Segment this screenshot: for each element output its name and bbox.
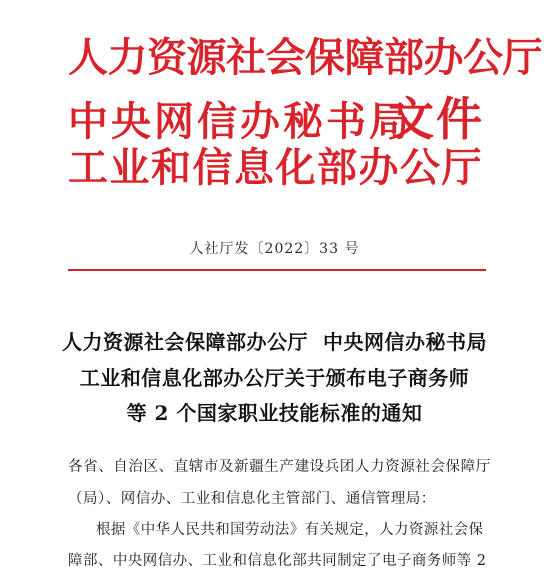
notice-title-line-3: 等 2 个国家职业技能标准的通知	[126, 401, 423, 425]
document-header	[0, 0, 549, 210]
addressee-line-2: （局）、网信办、工业和信息化主管部门、通信管理局：	[68, 491, 436, 507]
body-paragraph-line-1: 根据《中华人民共和国劳动法》有关规定，人力资源社会保	[96, 522, 484, 538]
issuer-hrss-office: 人力资源社会保障部办公厅	[68, 34, 542, 81]
document-number: 人社厅发〔2022〕33 号	[189, 241, 360, 257]
addressee-line-1: 各省、自治区、直辖市及新疆生产建设兵团人力资源社会保障厅	[68, 459, 491, 475]
notice-title-line-1: 人力资源社会保障部办公厅 中央网信办秘书局	[62, 330, 487, 354]
notice-title-line-2: 工业和信息化部办公厅关于颁布电子商务师	[79, 366, 470, 390]
red-divider-line	[68, 269, 486, 271]
document-type-label: 文件	[388, 92, 484, 146]
body-paragraph-line-2: 障部、中央网信办、工业和信息化部共同制定了电子商务师等 2	[68, 553, 487, 569]
issuer-miit-office: 工业和信息化部办公厅	[68, 144, 483, 191]
issuer-cac-secretariat: 中央网信办秘书局	[68, 98, 412, 145]
